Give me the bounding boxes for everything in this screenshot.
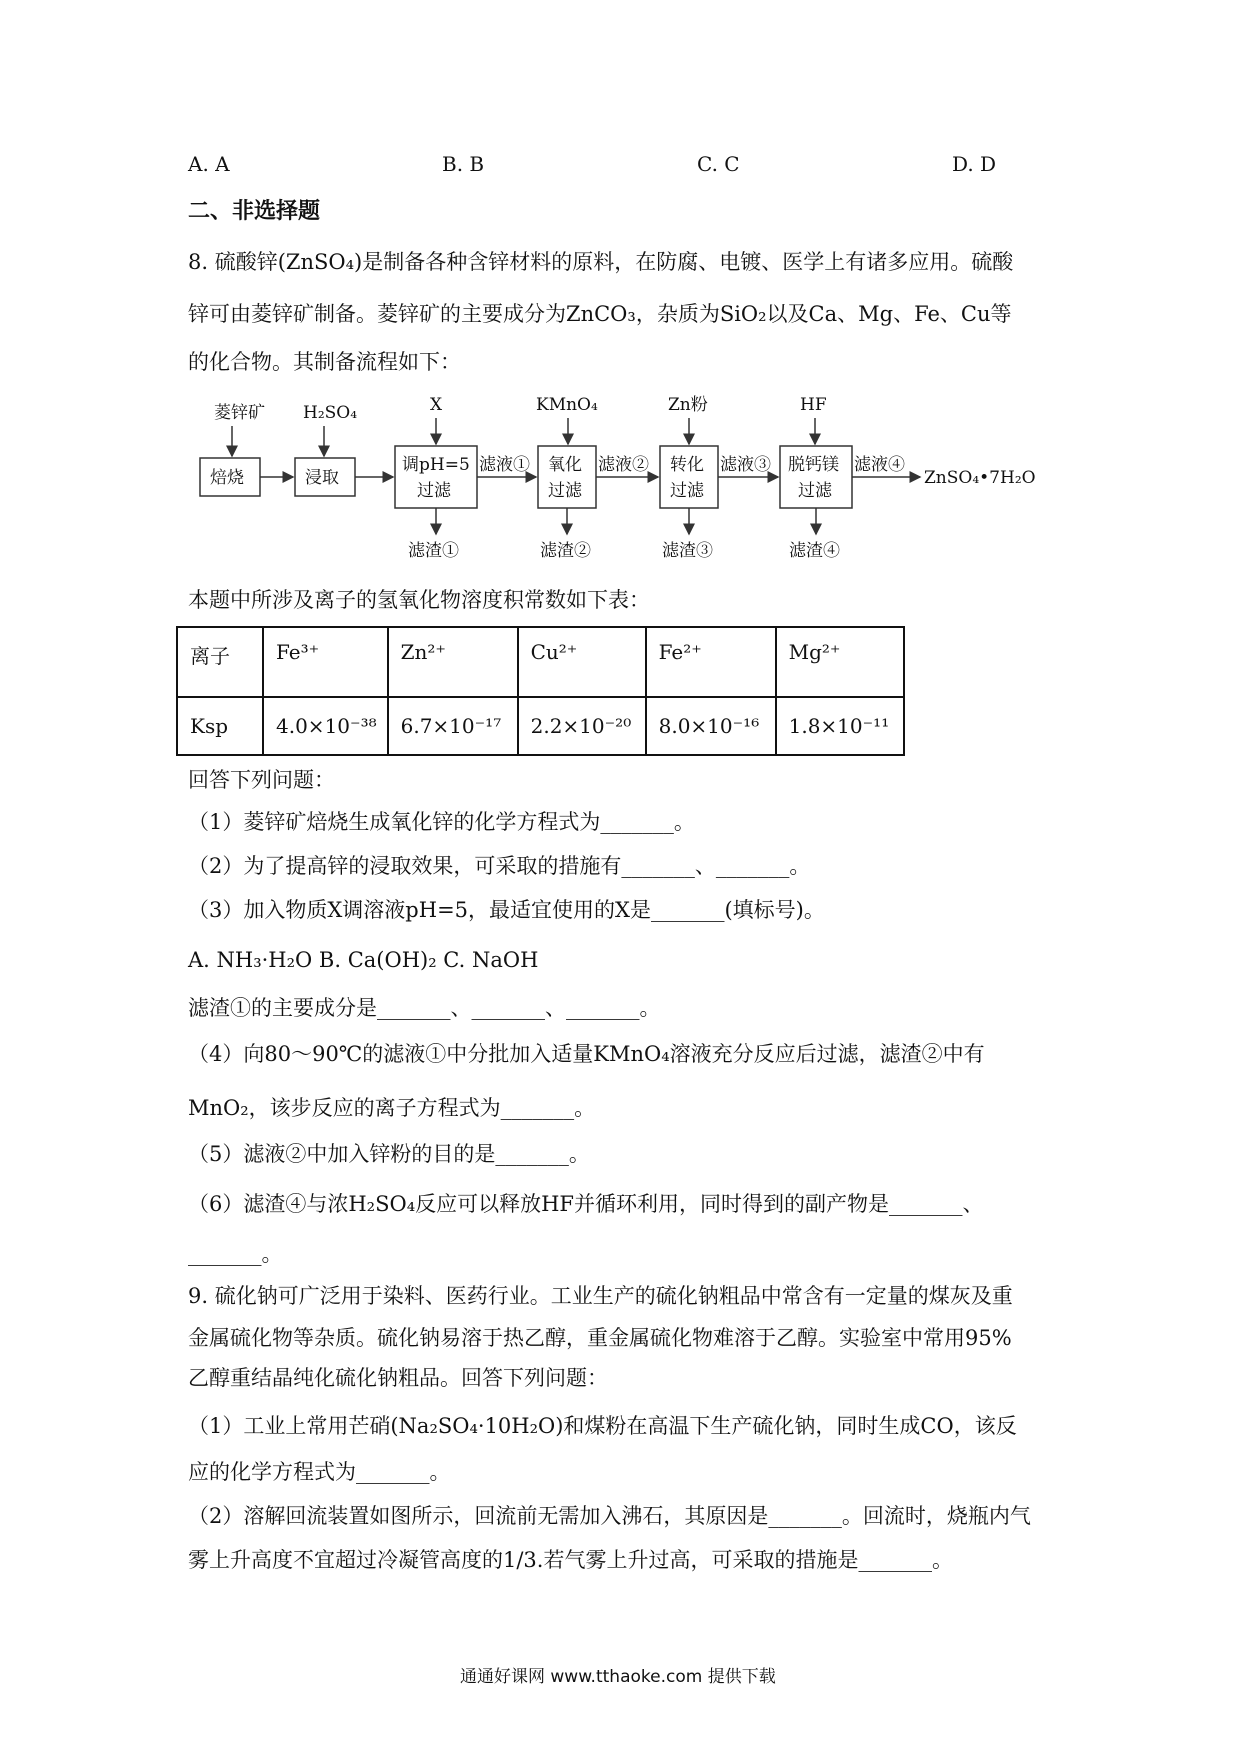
q8-sub5: （5）滤液②中加入锌粉的目的是_______。 — [188, 1142, 590, 1166]
flow-conv-label1: 转化 — [670, 455, 704, 475]
flow-residue3: 滤渣③ — [662, 541, 713, 561]
q8-sub1: （1）菱锌矿焙烧生成氧化锌的化学方程式为_______。 — [188, 810, 695, 834]
flow-hf-label: HF — [800, 395, 827, 415]
q8-answer-intro: 回答下列问题： — [188, 768, 335, 792]
flow-x-label: X — [430, 395, 443, 415]
table-cell: Ksp — [177, 697, 263, 755]
flow-roast-label: 焙烧 — [210, 468, 244, 488]
q8-line3: 的化合物。其制备流程如下： — [188, 350, 461, 374]
flow-product: ZnSO₄•7H₂O — [924, 468, 1036, 488]
option-c: C. C — [697, 152, 740, 176]
flow-leach-label: 浸取 — [305, 468, 339, 488]
table-cell: Fe²⁺ — [646, 627, 776, 697]
option-a: A. A — [188, 152, 230, 176]
table-cell: 8.0×10⁻¹⁶ — [646, 697, 776, 755]
q9-line3: 乙醇重结晶纯化硫化钠粗品。回答下列问题： — [188, 1366, 608, 1390]
table-cell: 6.7×10⁻¹⁷ — [388, 697, 518, 755]
q8-line2: 锌可由菱锌矿制备。菱锌矿的主要成分为ZnCO₃，杂质为SiO₂以及Ca、Mg、Fe、Cu等 — [188, 302, 1012, 326]
flow-deca-label2: 过滤 — [798, 481, 832, 501]
table-cell: 1.8×10⁻¹¹ — [776, 697, 904, 755]
flow-acid-label: H₂SO₄ — [303, 403, 358, 423]
table-cell: 4.0×10⁻³⁸ — [263, 697, 388, 755]
q9-sub1-line2: 应的化学方程式为_______。 — [188, 1460, 451, 1484]
q8-sub4-line2: MnO₂，该步反应的离子方程式为_______。 — [188, 1096, 596, 1120]
table-cell: Fe³⁺ — [263, 627, 388, 697]
flow-conv-label2: 过滤 — [670, 481, 704, 501]
q8-sub3-options: A. NH₃·H₂O B. Ca(OH)₂ C. NaOH — [188, 948, 539, 972]
flow-ox-label2: 过滤 — [548, 481, 582, 501]
flow-filtrate1: 滤液① — [479, 455, 530, 475]
ksp-table — [176, 626, 905, 756]
q8-sub3-residue: 滤渣①的主要成分是_______、_______、_______。 — [188, 996, 661, 1020]
table-cell: Zn²⁺ — [388, 627, 518, 697]
q8-sub6-line1: （6）滤渣④与浓H₂SO₄反应可以释放HF并循环利用，同时得到的副产物是_______、 — [188, 1192, 984, 1216]
q8-sub6-line2: _______。 — [188, 1242, 283, 1266]
flow-zn-label: Zn粉 — [668, 395, 708, 415]
flow-ph-label1: 调pH=5 — [402, 455, 470, 475]
q9-line2: 金属硫化物等杂质。硫化钠易溶于热乙醇，重金属硫化物难溶于乙醇。实验室中常用95% — [188, 1326, 1012, 1350]
flow-ox-label1: 氧化 — [548, 455, 582, 475]
flow-residue4: 滤渣④ — [789, 541, 840, 561]
q9-sub2-line2: 雾上升高度不宜超过冷凝管高度的1/3.若气雾上升过高，可采取的措施是_______。 — [188, 1548, 953, 1572]
q8-table-intro: 本题中所涉及离子的氢氧化物溶度积常数如下表： — [188, 588, 650, 612]
flow-deca-label1: 脱钙镁 — [788, 455, 839, 475]
q9-sub1-line1: （1）工业上常用芒硝(Na₂SO₄·10H₂O)和煤粉在高温下生产硫化钠，同时生成CO，该反 — [188, 1414, 1017, 1438]
flow-diagram — [180, 388, 1080, 568]
flow-filtrate3: 滤液③ — [720, 455, 771, 475]
q8-sub3: （3）加入物质X调溶液pH=5，最适宜使用的X是_______(填标号)。 — [188, 898, 825, 922]
q8-sub2: （2）为了提高锌的浸取效果，可采取的措施有_______、_______。 — [188, 854, 811, 878]
flow-filtrate2: 滤液② — [598, 455, 649, 475]
flow-residue2: 滤渣② — [540, 541, 591, 561]
table-cell: 2.2×10⁻²⁰ — [518, 697, 646, 755]
ksp-table-row-ions — [177, 627, 904, 697]
q9-sub2-line1: （2）溶解回流装置如图所示，回流前无需加入沸石，其原因是_______。回流时，烧瓶内气 — [188, 1504, 1031, 1528]
table-cell: Cu²⁺ — [518, 627, 646, 697]
table-cell: Mg²⁺ — [776, 627, 904, 697]
section-title: 二、非选择题 — [188, 199, 321, 224]
option-b: B. B — [442, 152, 485, 176]
q8-line1: 8. 硫酸锌(ZnSO₄)是制备各种含锌材料的原料，在防腐、电镀、医学上有诸多应用。硫酸 — [188, 250, 1014, 274]
ksp-table-row-values — [177, 697, 904, 755]
option-d: D. D — [952, 152, 997, 176]
q9-line1: 9. 硫化钠可广泛用于染料、医药行业。工业生产的硫化钠粗品中常含有一定量的煤灰及重 — [188, 1284, 1013, 1308]
flow-raw-label: 菱锌矿 — [214, 403, 265, 423]
flow-ph-label2: 过滤 — [417, 481, 451, 501]
table-cell: 离子 — [177, 627, 263, 697]
q8-sub4-line1: （4）向80～90℃的滤液①中分批加入适量KMnO₄溶液充分反应后过滤，滤渣②中有 — [188, 1042, 985, 1066]
flow-residue1: 滤渣① — [408, 541, 459, 561]
flow-kmno4-label: KMnO₄ — [536, 395, 598, 415]
page-footer: 通通好课网 www.tthaoke.com 提供下载 — [460, 1667, 776, 1687]
flow-filtrate4: 滤液④ — [854, 455, 905, 475]
